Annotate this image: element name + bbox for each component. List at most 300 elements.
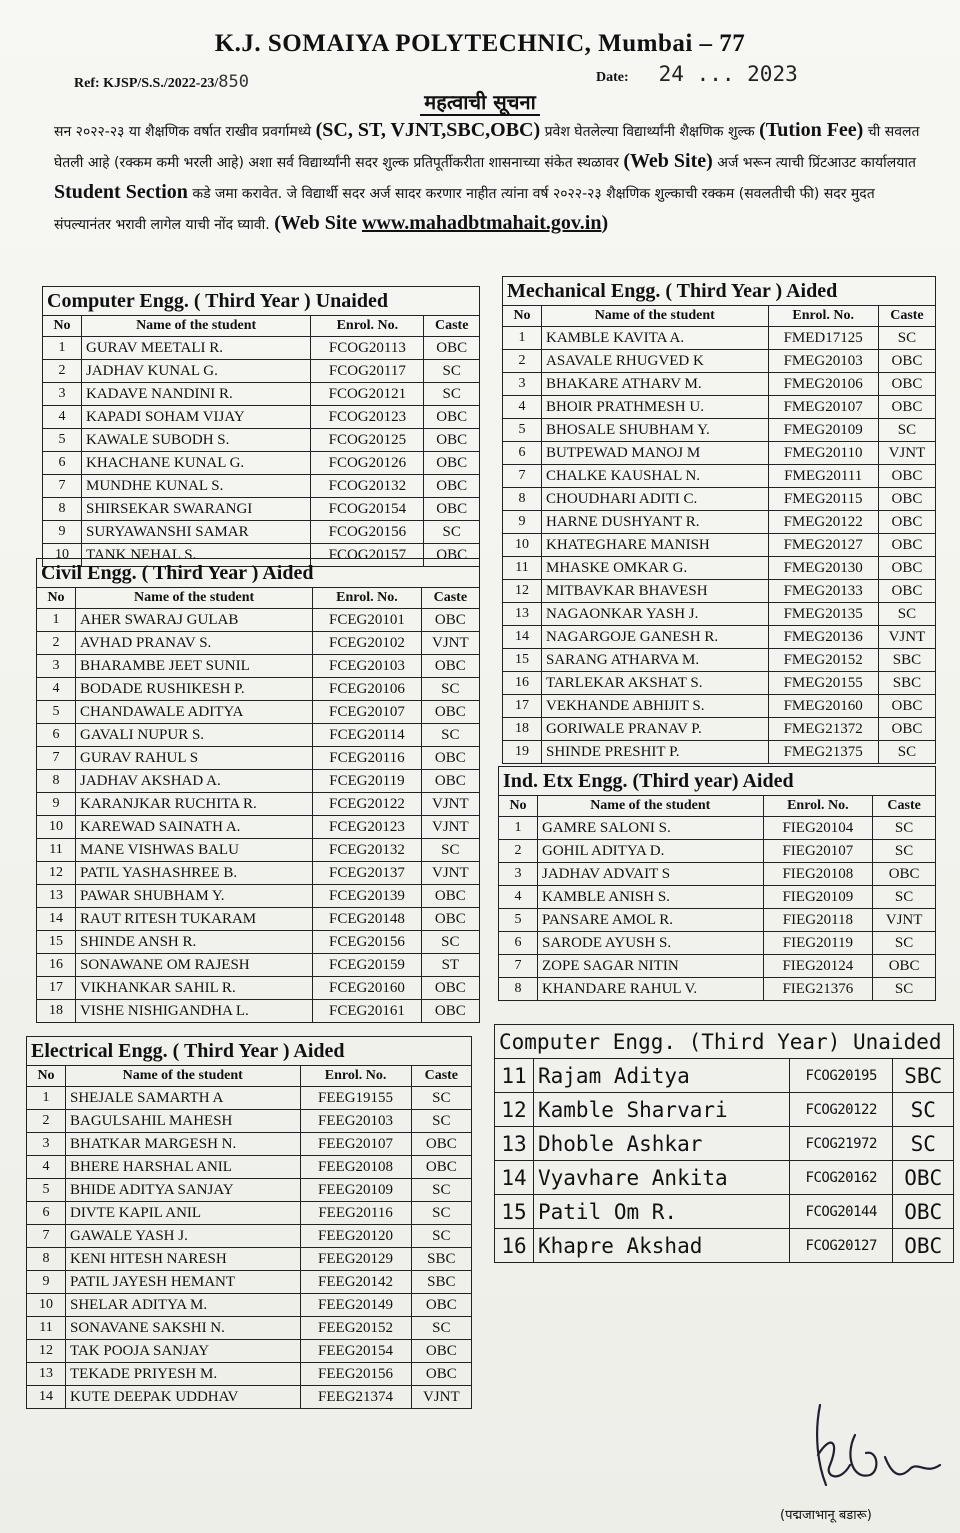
table-row bbox=[37, 954, 480, 977]
table-row bbox=[503, 350, 936, 373]
mechanical-engg-table bbox=[502, 276, 936, 764]
col-enrol: Enrol. No. bbox=[300, 1066, 411, 1087]
table-row bbox=[37, 793, 480, 816]
caste: OBC bbox=[878, 557, 935, 580]
caste: OBC bbox=[421, 655, 479, 678]
caste: OBC bbox=[421, 908, 479, 931]
row-number: 18 bbox=[503, 718, 542, 741]
notice-heading: महत्वाची सूचना bbox=[0, 88, 960, 115]
student-name: KAMBLE KAVITA A. bbox=[542, 327, 769, 350]
caste: SC bbox=[411, 1110, 471, 1133]
table-row bbox=[37, 655, 480, 678]
enrolment-number: FEEG20120 bbox=[300, 1225, 411, 1248]
student-name: BHERE HARSHAL ANIL bbox=[66, 1156, 301, 1179]
student-name: HARNE DUSHYANT R. bbox=[542, 511, 769, 534]
enrolment-number: FCOG20123 bbox=[311, 406, 424, 429]
table-row bbox=[27, 1317, 472, 1340]
caste: SC bbox=[873, 840, 936, 863]
enrolment-number: FCOG20121 bbox=[311, 383, 424, 406]
enrolment-number: FIEG20108 bbox=[763, 863, 873, 886]
caste: SC bbox=[421, 678, 479, 701]
enrolment-number: FCEG20159 bbox=[313, 954, 421, 977]
date-label: Date: bbox=[596, 70, 629, 85]
enrolment-number: FCEG20160 bbox=[313, 977, 421, 1000]
table-row bbox=[27, 1248, 472, 1271]
enrolment-number: FCEG20122 bbox=[313, 793, 421, 816]
row-number: 1 bbox=[499, 817, 538, 840]
caste: OBC bbox=[424, 544, 480, 567]
row-number: 8 bbox=[27, 1248, 66, 1271]
table-row bbox=[499, 840, 936, 863]
student-name: JADHAV ADVAIT S bbox=[538, 863, 764, 886]
table-row bbox=[27, 1225, 472, 1248]
table-row bbox=[27, 1294, 472, 1317]
col-name: Name of the student bbox=[76, 588, 313, 609]
table-row bbox=[503, 695, 936, 718]
table-row bbox=[27, 1386, 472, 1409]
row-number: 14 bbox=[503, 626, 542, 649]
row-number: 3 bbox=[43, 383, 82, 406]
enrolment-number: FCOG20122 bbox=[789, 1093, 893, 1127]
row-number: 12 bbox=[495, 1093, 534, 1127]
caste: OBC bbox=[878, 718, 935, 741]
col-no: No bbox=[37, 588, 76, 609]
table-row bbox=[37, 931, 480, 954]
table-row bbox=[37, 977, 480, 1000]
row-number: 11 bbox=[27, 1317, 66, 1340]
enrolment-number: FMEG20110 bbox=[768, 442, 878, 465]
caste: ST bbox=[421, 954, 479, 977]
caste: SC bbox=[411, 1202, 471, 1225]
table-row bbox=[37, 862, 480, 885]
enrolment-number: FEEG20156 bbox=[300, 1363, 411, 1386]
table-row bbox=[27, 1340, 472, 1363]
date-line bbox=[596, 62, 798, 86]
student-name: Khapre Akshad bbox=[534, 1229, 790, 1263]
table-row bbox=[27, 1087, 472, 1110]
enrolment-number: FMEG20160 bbox=[768, 695, 878, 718]
caste: OBC bbox=[893, 1195, 954, 1229]
section-title: Electrical Engg. ( Third Year ) Aided bbox=[27, 1037, 472, 1066]
enrolment-number: FEEG20154 bbox=[300, 1340, 411, 1363]
col-caste: Caste bbox=[873, 796, 936, 817]
caste: SBC bbox=[411, 1248, 471, 1271]
signature bbox=[780, 1395, 950, 1525]
website-link[interactable]: www.mahadbtmahait.gov.in bbox=[361, 212, 602, 234]
student-name: GAMRE SALONI S. bbox=[538, 817, 764, 840]
caste: OBC bbox=[411, 1156, 471, 1179]
ref-number: 850 bbox=[218, 72, 249, 92]
student-name: SURYAWANSHI SAMAR bbox=[82, 521, 311, 544]
caste: SC bbox=[424, 360, 480, 383]
student-name: BHAKARE ATHARV M. bbox=[542, 373, 769, 396]
enrolment-number: FCOG20125 bbox=[311, 429, 424, 452]
col-caste: Caste bbox=[411, 1066, 471, 1087]
signatory-name: (पद्मजाभानू बडारू) bbox=[780, 1508, 872, 1523]
caste: OBC bbox=[873, 955, 936, 978]
enrolment-number: FMEG20127 bbox=[768, 534, 878, 557]
enrolment-number: FIEG21376 bbox=[763, 978, 873, 1001]
caste: SC bbox=[421, 931, 479, 954]
student-name: VEKHANDE ABHIJIT S. bbox=[542, 695, 769, 718]
row-number: 3 bbox=[27, 1133, 66, 1156]
table-row bbox=[503, 373, 936, 396]
row-number: 18 bbox=[37, 1000, 76, 1023]
caste: SC bbox=[411, 1225, 471, 1248]
student-name: RAUT RITESH TUKARAM bbox=[76, 908, 313, 931]
row-number: 1 bbox=[503, 327, 542, 350]
enrolment-number: FEEG20149 bbox=[300, 1294, 411, 1317]
caste: OBC bbox=[878, 396, 935, 419]
table-row bbox=[27, 1363, 472, 1386]
table-row bbox=[37, 724, 480, 747]
table-row bbox=[37, 678, 480, 701]
row-number: 6 bbox=[499, 932, 538, 955]
caste: SBC bbox=[893, 1059, 954, 1093]
row-number: 1 bbox=[37, 609, 76, 632]
caste: OBC bbox=[421, 770, 479, 793]
caste: OBC bbox=[424, 429, 480, 452]
student-name: BHIDE ADITYA SANJAY bbox=[66, 1179, 301, 1202]
table-row bbox=[37, 770, 480, 793]
table-row bbox=[503, 442, 936, 465]
caste: OBC bbox=[411, 1294, 471, 1317]
row-number: 14 bbox=[27, 1386, 66, 1409]
row-number: 5 bbox=[37, 701, 76, 724]
caste: OBC bbox=[421, 885, 479, 908]
row-number: 10 bbox=[37, 816, 76, 839]
table-row bbox=[499, 978, 936, 1001]
row-number: 2 bbox=[37, 632, 76, 655]
table-row bbox=[43, 521, 480, 544]
student-name: CHOUDHARI ADITI C. bbox=[542, 488, 769, 511]
student-name: GURAV MEETALI R. bbox=[82, 337, 311, 360]
enrolment-number: FMEG20122 bbox=[768, 511, 878, 534]
enrolment-number: FCOG20195 bbox=[789, 1059, 893, 1093]
caste: OBC bbox=[421, 609, 479, 632]
student-name: KUTE DEEPAK UDDHAV bbox=[66, 1386, 301, 1409]
table-row bbox=[503, 557, 936, 580]
caste: OBC bbox=[411, 1363, 471, 1386]
caste: VJNT bbox=[421, 816, 479, 839]
caste: OBC bbox=[421, 747, 479, 770]
row-number: 9 bbox=[43, 521, 82, 544]
row-number: 5 bbox=[503, 419, 542, 442]
enrolment-number: FMEG20111 bbox=[768, 465, 878, 488]
table-row bbox=[37, 609, 480, 632]
enrolment-number: FCEG20116 bbox=[313, 747, 421, 770]
student-name: BODADE RUSHIKESH P. bbox=[76, 678, 313, 701]
col-caste: Caste bbox=[878, 306, 935, 327]
student-name: SARODE AYUSH S. bbox=[538, 932, 764, 955]
row-number: 9 bbox=[503, 511, 542, 534]
row-number: 10 bbox=[27, 1294, 66, 1317]
student-name: SARANG ATHARVA M. bbox=[542, 649, 769, 672]
caste: SC bbox=[411, 1317, 471, 1340]
row-number: 7 bbox=[503, 465, 542, 488]
row-number: 11 bbox=[495, 1059, 534, 1093]
row-number: 6 bbox=[503, 442, 542, 465]
caste: OBC bbox=[424, 498, 480, 521]
student-name: MUNDHE KUNAL S. bbox=[82, 475, 311, 498]
caste: OBC bbox=[893, 1229, 954, 1263]
caste: SC bbox=[411, 1087, 471, 1110]
student-name: JADHAV AKSHAD A. bbox=[76, 770, 313, 793]
student-name: GOHIL ADITYA D. bbox=[538, 840, 764, 863]
table-row bbox=[495, 1229, 954, 1263]
col-name: Name of the student bbox=[82, 316, 311, 337]
table-row bbox=[503, 327, 936, 350]
enrolment-number: FCEG20103 bbox=[313, 655, 421, 678]
table-row bbox=[43, 475, 480, 498]
enrolment-number: FIEG20118 bbox=[763, 909, 873, 932]
caste: SC bbox=[424, 521, 480, 544]
caste: OBC bbox=[421, 1000, 479, 1023]
table-row bbox=[43, 337, 480, 360]
enrolment-number: FMEG20130 bbox=[768, 557, 878, 580]
enrolment-number: FMEG21372 bbox=[768, 718, 878, 741]
row-number: 3 bbox=[499, 863, 538, 886]
col-caste: Caste bbox=[421, 588, 479, 609]
col-no: No bbox=[499, 796, 538, 817]
caste: OBC bbox=[878, 580, 935, 603]
table-row bbox=[495, 1195, 954, 1229]
row-number: 11 bbox=[37, 839, 76, 862]
table-row bbox=[503, 672, 936, 695]
caste: OBC bbox=[893, 1161, 954, 1195]
enrolment-number: FCEG20114 bbox=[313, 724, 421, 747]
table-row bbox=[499, 863, 936, 886]
col-enrol: Enrol. No. bbox=[311, 316, 424, 337]
student-name: KAREWAD SAINATH A. bbox=[76, 816, 313, 839]
table-row bbox=[495, 1161, 954, 1195]
row-number: 7 bbox=[27, 1225, 66, 1248]
student-name: MHASKE OMKAR G. bbox=[542, 557, 769, 580]
student-name: VIKHANKAR SAHIL R. bbox=[76, 977, 313, 1000]
caste: OBC bbox=[421, 977, 479, 1000]
student-name: ZOPE SAGAR NITIN bbox=[538, 955, 764, 978]
student-name: VISHE NISHIGANDHA L. bbox=[76, 1000, 313, 1023]
caste: SC bbox=[878, 741, 935, 764]
student-name: PANSARE AMOL R. bbox=[538, 909, 764, 932]
date-value: 24 ... 2023 bbox=[658, 62, 798, 86]
student-name: KHATEGHARE MANISH bbox=[542, 534, 769, 557]
row-number: 7 bbox=[37, 747, 76, 770]
electrical-engg-table bbox=[26, 1036, 472, 1409]
enrolment-number: FIEG20109 bbox=[763, 886, 873, 909]
caste: SC bbox=[421, 724, 479, 747]
table-row bbox=[499, 955, 936, 978]
student-name: KAMBLE ANISH S. bbox=[538, 886, 764, 909]
enrolment-number: FMEG20152 bbox=[768, 649, 878, 672]
row-number: 4 bbox=[27, 1156, 66, 1179]
table-row bbox=[503, 488, 936, 511]
col-no: No bbox=[27, 1066, 66, 1087]
enrolment-number: FCOG20127 bbox=[789, 1229, 893, 1263]
table-row bbox=[27, 1156, 472, 1179]
caste: OBC bbox=[878, 695, 935, 718]
student-name: Patil Om R. bbox=[534, 1195, 790, 1229]
enrolment-number: FCOG20113 bbox=[311, 337, 424, 360]
row-number: 6 bbox=[37, 724, 76, 747]
enrolment-number: FIEG20104 bbox=[763, 817, 873, 840]
row-number: 15 bbox=[495, 1195, 534, 1229]
row-number: 8 bbox=[499, 978, 538, 1001]
student-name: BAGULSAHIL MAHESH bbox=[66, 1110, 301, 1133]
table-row bbox=[503, 649, 936, 672]
section-title: Mechanical Engg. ( Third Year ) Aided bbox=[503, 277, 936, 306]
student-name: SONAVANE SAKSHI N. bbox=[66, 1317, 301, 1340]
enrolment-number: FEEG20109 bbox=[300, 1179, 411, 1202]
caste: SC bbox=[873, 817, 936, 840]
student-name: TEKADE PRIYESH M. bbox=[66, 1363, 301, 1386]
row-number: 19 bbox=[503, 741, 542, 764]
student-name: TAK POOJA SANJAY bbox=[66, 1340, 301, 1363]
row-number: 2 bbox=[43, 360, 82, 383]
caste: SC bbox=[878, 419, 935, 442]
row-number: 5 bbox=[499, 909, 538, 932]
table-row bbox=[27, 1133, 472, 1156]
caste: SC bbox=[411, 1179, 471, 1202]
student-name: Rajam Aditya bbox=[534, 1059, 790, 1093]
enrolment-number: FCEG20137 bbox=[313, 862, 421, 885]
student-name: PATIL JAYESH HEMANT bbox=[66, 1271, 301, 1294]
caste: SC bbox=[421, 839, 479, 862]
row-number: 16 bbox=[495, 1229, 534, 1263]
student-name: KAWALE SUBODH S. bbox=[82, 429, 311, 452]
table-row bbox=[27, 1179, 472, 1202]
row-number: 8 bbox=[37, 770, 76, 793]
col-enrol: Enrol. No. bbox=[768, 306, 878, 327]
row-number: 9 bbox=[37, 793, 76, 816]
enrolment-number: FEEG20129 bbox=[300, 1248, 411, 1271]
caste: SBC bbox=[411, 1271, 471, 1294]
student-name: PATIL YASHASHREE B. bbox=[76, 862, 313, 885]
row-number: 5 bbox=[27, 1179, 66, 1202]
notice-paragraph: सन २०२२-२३ या शैक्षणिक वर्षात राखीव प्रवर्गामध्ये (SC, ST, VJNT,SBC,OBC) प्रवेश घेतलेल्या विद्यार्थ्यांनी शैक्षणिक शुल्क (Tution Fee) ची सवलत घेतली आहे (रक्कम कमी भरली आहे) अशा सर्व विद्यार्थ्यांनी सदर शुल्क प्रतिपूर्तीकरीता शासनाच्या संकेत स्थळावर (Web Site) अर्ज भरून त्याची प्रिंटआउट कार्यालयात Student Section कडे जमा करावेत. जे विद्यार्थी सदर अर्ज सादर करणार नाहीत त्यांना वर्ष २०२२-२३ शैक्षणिक शुल्काची रक्कम (सवलतीची फी) सदर मुदत संपल्यानंतर भरावी लागेल याची नोंद घ्यावी. (Web Site www.mahadbtmahait.gov.in) bbox=[54, 119, 920, 234]
enrolment-number: FCOG20132 bbox=[311, 475, 424, 498]
enrolment-number: FCOG20117 bbox=[311, 360, 424, 383]
enrolment-number: FCEG20119 bbox=[313, 770, 421, 793]
table-row bbox=[503, 511, 936, 534]
caste: OBC bbox=[873, 863, 936, 886]
table-row bbox=[43, 452, 480, 475]
row-number: 2 bbox=[27, 1110, 66, 1133]
table-row bbox=[37, 908, 480, 931]
row-number: 12 bbox=[503, 580, 542, 603]
student-name: GORIWALE PRANAV P. bbox=[542, 718, 769, 741]
student-name: CHALKE KAUSHAL N. bbox=[542, 465, 769, 488]
table-row bbox=[37, 701, 480, 724]
col-name: Name of the student bbox=[542, 306, 769, 327]
enrolment-number: FCEG20161 bbox=[313, 1000, 421, 1023]
caste: VJNT bbox=[878, 626, 935, 649]
table-row bbox=[43, 498, 480, 521]
student-name: SHEJALE SAMARTH A bbox=[66, 1087, 301, 1110]
student-name: KHACHANE KUNAL G. bbox=[82, 452, 311, 475]
enrolment-number: FCEG20156 bbox=[313, 931, 421, 954]
table-row bbox=[27, 1271, 472, 1294]
col-enrol: Enrol. No. bbox=[763, 796, 873, 817]
student-name: GAWALE YASH J. bbox=[66, 1225, 301, 1248]
row-number: 4 bbox=[499, 886, 538, 909]
student-name: BUTPEWAD MANOJ M bbox=[542, 442, 769, 465]
table-row bbox=[495, 1059, 954, 1093]
enrolment-number: FIEG20107 bbox=[763, 840, 873, 863]
enrolment-number: FMEG21375 bbox=[768, 741, 878, 764]
table-row bbox=[37, 885, 480, 908]
student-name: BHATKAR MARGESH N. bbox=[66, 1133, 301, 1156]
caste: VJNT bbox=[411, 1386, 471, 1409]
ind-etx-engg-table bbox=[498, 766, 936, 1001]
enrolment-number: FCEG20102 bbox=[313, 632, 421, 655]
student-name: BHOIR PRATHMESH U. bbox=[542, 396, 769, 419]
enrolment-number: FMEG20107 bbox=[768, 396, 878, 419]
handwritten-computer-table bbox=[494, 1024, 954, 1263]
student-name: BHARAMBE JEET SUNIL bbox=[76, 655, 313, 678]
row-number: 17 bbox=[37, 977, 76, 1000]
table-row bbox=[37, 747, 480, 770]
enrolment-number: FMEG20133 bbox=[768, 580, 878, 603]
table-row bbox=[503, 741, 936, 764]
caste: OBC bbox=[878, 511, 935, 534]
table-row bbox=[499, 817, 936, 840]
student-name: ASAVALE RHUGVED K bbox=[542, 350, 769, 373]
row-number: 16 bbox=[503, 672, 542, 695]
row-number: 5 bbox=[43, 429, 82, 452]
enrolment-number: FMEG20136 bbox=[768, 626, 878, 649]
caste: OBC bbox=[424, 337, 480, 360]
table-row bbox=[503, 396, 936, 419]
caste: VJNT bbox=[878, 442, 935, 465]
caste: SC bbox=[893, 1127, 954, 1161]
enrolment-number: FCOG20162 bbox=[789, 1161, 893, 1195]
row-number: 11 bbox=[503, 557, 542, 580]
caste: OBC bbox=[424, 475, 480, 498]
row-number: 15 bbox=[37, 931, 76, 954]
table-row bbox=[27, 1110, 472, 1133]
row-number: 10 bbox=[503, 534, 542, 557]
enrolment-number: FEEG20103 bbox=[300, 1110, 411, 1133]
row-number: 3 bbox=[37, 655, 76, 678]
col-name: Name of the student bbox=[538, 796, 764, 817]
row-number: 4 bbox=[37, 678, 76, 701]
row-number: 6 bbox=[27, 1202, 66, 1225]
civil-engg-table bbox=[36, 558, 480, 1023]
table-row bbox=[499, 886, 936, 909]
enrolment-number: FCEG20101 bbox=[313, 609, 421, 632]
row-number: 1 bbox=[43, 337, 82, 360]
student-name: MANE VISHWAS BALU bbox=[76, 839, 313, 862]
enrolment-number: FCEG20106 bbox=[313, 678, 421, 701]
enrolment-number: FEEG20107 bbox=[300, 1133, 411, 1156]
row-number: 4 bbox=[503, 396, 542, 419]
row-number: 13 bbox=[495, 1127, 534, 1161]
caste: OBC bbox=[424, 452, 480, 475]
row-number: 2 bbox=[499, 840, 538, 863]
caste: SC bbox=[873, 886, 936, 909]
table-row bbox=[37, 816, 480, 839]
row-number: 6 bbox=[43, 452, 82, 475]
enrolment-number: FMEG20109 bbox=[768, 419, 878, 442]
enrolment-number: FCEG20132 bbox=[313, 839, 421, 862]
table-row bbox=[503, 603, 936, 626]
student-name: AVHAD PRANAV S. bbox=[76, 632, 313, 655]
enrolment-number: FEEG20108 bbox=[300, 1156, 411, 1179]
student-name: KAPADI SOHAM VIJAY bbox=[82, 406, 311, 429]
caste: SC bbox=[424, 383, 480, 406]
student-name: GAVALI NUPUR S. bbox=[76, 724, 313, 747]
